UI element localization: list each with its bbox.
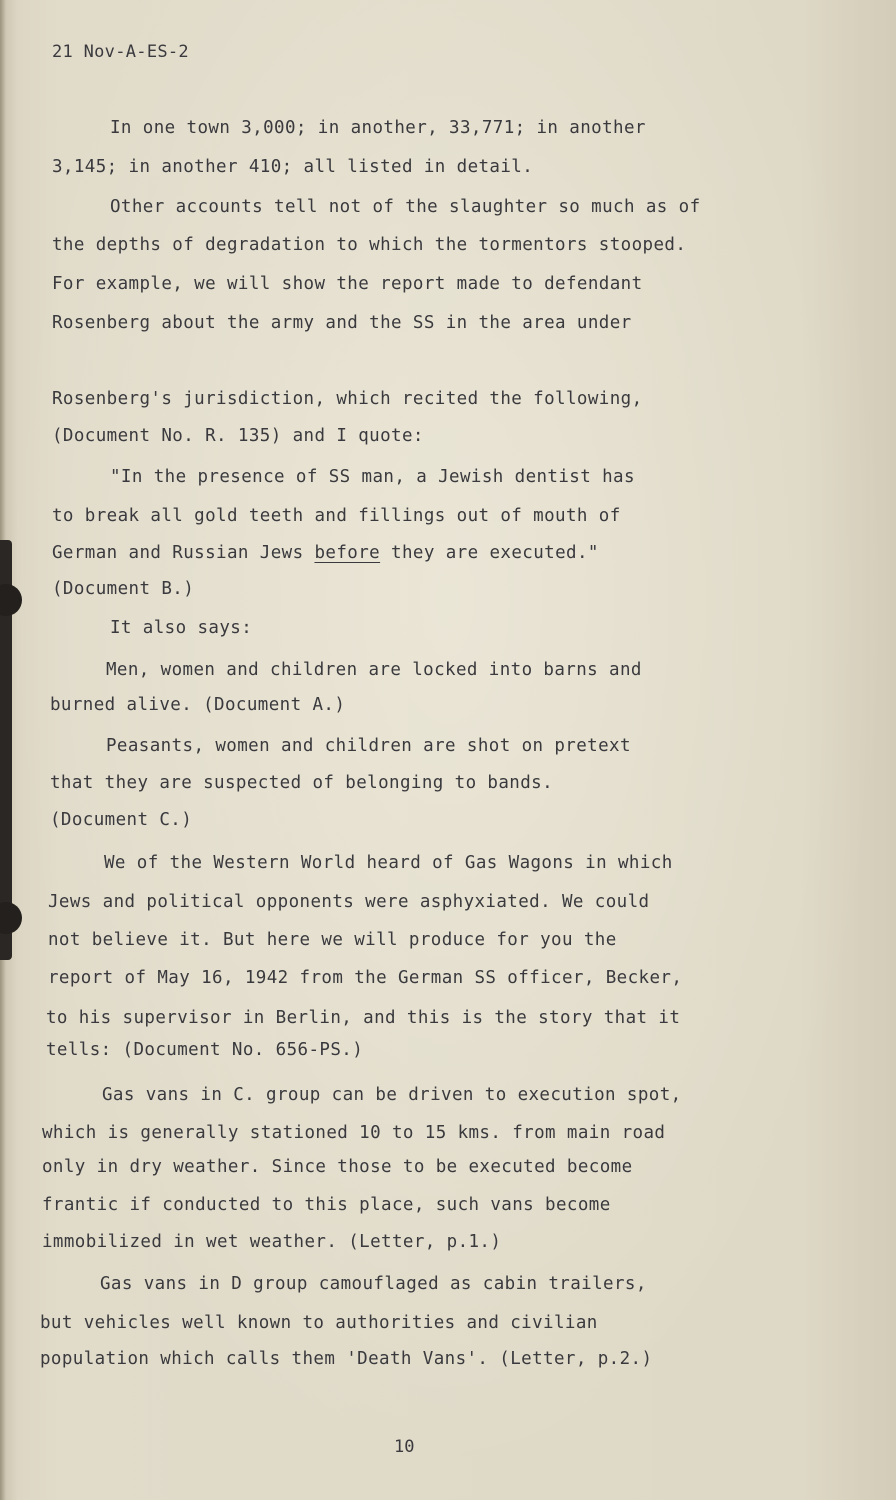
letter-excerpt-line: only in dry weather. Since those to be executed become xyxy=(42,1157,633,1177)
letter-excerpt-line: but vehicles well known to authorities and civilian xyxy=(40,1313,598,1333)
text-line: tells: (Document No. 656-PS.) xyxy=(46,1040,364,1060)
text-line: 3,145; in another 410; all listed in detail. xyxy=(52,157,534,177)
text-line: Jews and political opponents were asphyxiated. We could xyxy=(48,892,650,912)
text-line: Rosenberg about the army and the SS in the area under xyxy=(52,313,632,333)
text-line: Other accounts tell not of the slaughter so much as of xyxy=(110,197,701,217)
text-line: burned alive. (Document A.) xyxy=(50,695,346,715)
letter-excerpt-line: Gas vans in C. group can be driven to execution spot, xyxy=(102,1085,682,1105)
document-id-header: 21 Nov-A-ES-2 xyxy=(52,42,189,62)
text-line: For example, we will show the report made to defendant xyxy=(52,274,643,294)
document-reference: (Document C.) xyxy=(50,810,193,830)
document-reference: (Document B.) xyxy=(52,579,195,599)
quote-text-start: German and Russian Jews xyxy=(52,543,315,563)
letter-excerpt-line: immobilized in wet weather. (Letter, p.1.) xyxy=(42,1232,502,1252)
letter-excerpt-line: which is generally stationed 10 to 15 kms. from main road xyxy=(42,1123,666,1143)
letter-excerpt-line: population which calls them 'Death Vans'. (Letter, p.2.) xyxy=(40,1349,653,1369)
letter-excerpt-line: Gas vans in D group camouflaged as cabin trailers, xyxy=(100,1274,647,1294)
text-line: In one town 3,000; in another, 33,771; in another xyxy=(110,118,646,138)
text-line: the depths of degradation to which the tormentors stooped. xyxy=(52,235,687,255)
page-number: 10 xyxy=(394,1437,415,1457)
text-line: that they are suspected of belonging to bands. xyxy=(50,773,554,793)
text-line: Men, women and children are locked into barns and xyxy=(106,660,642,680)
text-line: report of May 16, 1942 from the German SS officer, Becker, xyxy=(48,968,683,988)
text-line: not believe it. But here we will produce for you the xyxy=(48,930,617,950)
quote-line xyxy=(52,543,599,563)
quote-line: "In the presence of SS man, a Jewish dentist has xyxy=(110,467,635,487)
text-line: It also says: xyxy=(110,618,253,638)
punch-hole-upper xyxy=(0,584,22,616)
text-line: Peasants, women and children are shot on pretext xyxy=(106,736,631,756)
quote-text-end: they are executed." xyxy=(380,543,599,563)
text-line: to his supervisor in Berlin, and this is the story that it xyxy=(46,1008,681,1028)
letter-excerpt-line: frantic if conducted to this place, such vans become xyxy=(42,1195,611,1215)
underlined-word: before xyxy=(314,543,381,563)
quote-line: to break all gold teeth and fillings out of mouth of xyxy=(52,506,621,526)
punch-hole-lower xyxy=(0,902,22,934)
text-line: Rosenberg's jurisdiction, which recited the following, xyxy=(52,389,643,409)
text-line: We of the Western World heard of Gas Wagons in which xyxy=(104,853,673,873)
text-line: (Document No. R. 135) and I quote: xyxy=(52,426,424,446)
